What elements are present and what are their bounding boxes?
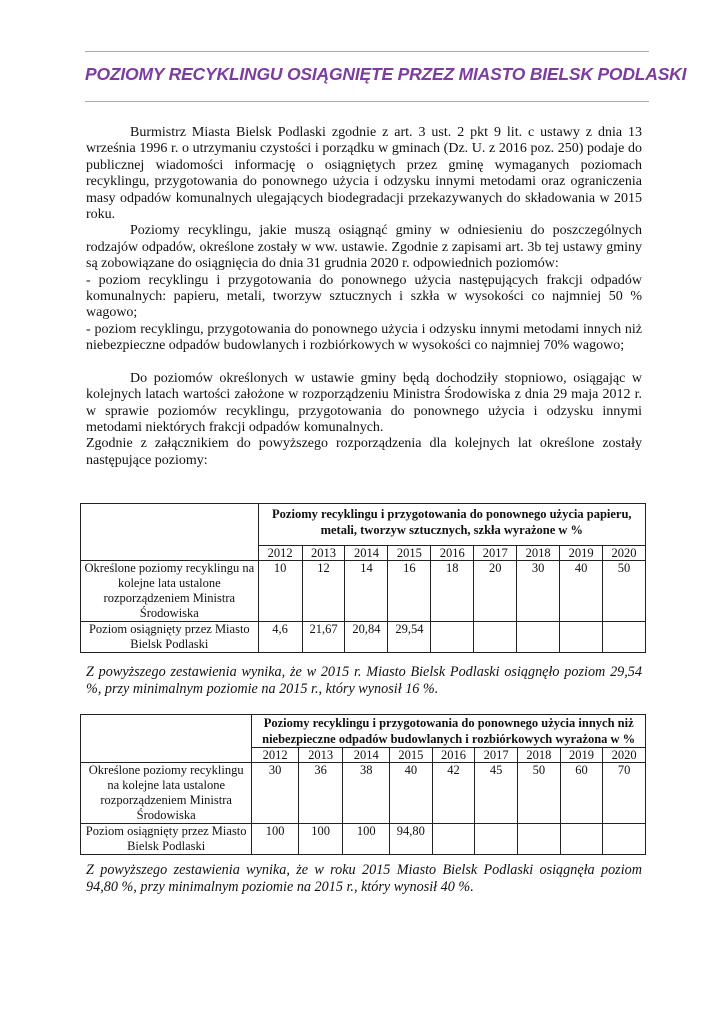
value-cell: 14 (345, 561, 388, 622)
year-cell: 2014 (345, 546, 388, 561)
paragraph-annex: Zgodnie z załącznikiem do powyższego rozporządzenia dla kolejnych lat określone zostały następujące poziomy: (86, 436, 642, 468)
value-cell: 100 (343, 824, 390, 855)
value-cell: 60 (560, 763, 603, 824)
year-cell: 2015 (388, 546, 431, 561)
paragraph-gradual: Do poziomów określonych w ustawie gminy będą dochodziły stopniowo, osiągając w kolejnych latach wartości założone w rozporządzeniu Ministra Środowiska z dnia 29 maja 2012 r. w sprawie poziomów recyklingu, przygotowania do ponownego użycia i odzysku innymi metodami niektórych frakcji odpadów komunalnych. (86, 370, 642, 435)
table-header: Poziomy recyklingu i przygotowania do ponownego użycia innych niż niebezpieczne odpadów budowlanych i rozbiórkowych wyrażona w % (252, 715, 646, 748)
value-cell (560, 622, 603, 653)
value-cell: 38 (343, 763, 390, 824)
table-header: Poziomy recyklingu i przygotowania do ponownego użycia papieru, metali, tworzyw sztucznych, szkła wyrażone w % (258, 504, 645, 546)
summary-table-2: Z powyższego zestawienia wynika, że w roku 2015 Miasto Bielsk Podlaski osiągnęła poziom 94,80 %, przy minimalnym poziomie na 2015 r., który wynosił 40 %. (86, 862, 642, 895)
year-cell: 2017 (475, 748, 518, 763)
title-rule-top (85, 51, 649, 52)
year-cell: 2020 (603, 546, 646, 561)
page-title: POZIOMY RECYKLINGU OSIĄGNIĘTE PRZEZ MIASTO BIELSK PODLASKI (85, 64, 687, 84)
paragraph-bullet-2: - poziom recyklingu, przygotowania do ponownego użycia i odzysku innymi metodami innych niż niebezpieczne odpadów budowlanych i rozbiórkowych w wysokości co najmniej 70% wagowo; (86, 321, 642, 354)
value-cell (560, 824, 603, 855)
value-cell: 16 (388, 561, 431, 622)
title-rule-bottom (85, 101, 649, 102)
value-cell: 100 (252, 824, 299, 855)
value-cell (475, 824, 518, 855)
value-cell: 21,67 (302, 622, 345, 653)
year-cell: 2017 (474, 546, 517, 561)
year-cell: 2012 (252, 748, 299, 763)
value-cell: 70 (603, 763, 646, 824)
year-cell: 2013 (298, 748, 343, 763)
value-cell: 40 (390, 763, 433, 824)
paragraph-intro: Burmistrz Miasta Bielsk Podlaski zgodnie z art. 3 ust. 2 pkt 9 lit. c ustawy z dnia 13 września 1996 r. o utrzymaniu czystości i porządku w gminach (Dz. U. z 2016 poz. 250) podaje do publicznej wiadomości informację o osiągniętych przez gminę wymaganych poziomach recyklingu, przygotowania do ponownego użycia i odzysku innymi metodami oraz ograniczenia masy odpadów komunalnych ulegających biodegradacji przekazywanych do składowania w 2015 roku. (86, 125, 642, 223)
table-corner-cell (81, 715, 252, 763)
year-cell: 2018 (518, 748, 561, 763)
value-cell: 94,80 (390, 824, 433, 855)
value-cell: 100 (298, 824, 343, 855)
value-cell: 30 (517, 561, 560, 622)
value-cell: 12 (302, 561, 345, 622)
value-cell: 20,84 (345, 622, 388, 653)
value-cell (474, 622, 517, 653)
value-cell (603, 824, 646, 855)
paragraph-levels: Poziomy recyklingu, jakie muszą osiągnąć gminy w odniesieniu do poszczególnych rodzajów odpadów, określone zostały w ww. ustawie. Zgodnie z zapisami art. 3b tej ustawy gminy są zobowiązane do osiągnięcia do dnia 31 grudnia 2020 r. odpowiednich poziomów: (86, 223, 642, 272)
table-construction-waste (80, 714, 646, 855)
value-cell: 20 (474, 561, 517, 622)
year-cell: 2019 (560, 546, 603, 561)
row-label-achieved: Poziom osiągnięty przez Miasto Bielsk Podlaski (81, 824, 252, 855)
value-cell: 45 (475, 763, 518, 824)
row-label-achieved: Poziom osiągnięty przez Miasto Bielsk Podlaski (81, 622, 259, 653)
year-cell: 2015 (390, 748, 433, 763)
row-label-required: Określone poziomy recyklingu na kolejne lata ustalone rozporządzeniem Ministra Środowiska (81, 763, 252, 824)
paragraph-bullet-1: - poziom recyklingu i przygotowania do ponownego użycia następujących frakcji odpadów komunalnych: papieru, metali, tworzyw sztucznych i szkła w wysokości co najmniej 50 % wagowo; (86, 272, 642, 321)
value-cell (432, 824, 475, 855)
year-cell: 2014 (343, 748, 390, 763)
value-cell: 29,54 (388, 622, 431, 653)
value-cell (431, 622, 474, 653)
value-cell: 50 (603, 561, 646, 622)
value-cell (603, 622, 646, 653)
value-cell: 40 (560, 561, 603, 622)
value-cell (517, 622, 560, 653)
summary-table-1: Z powyższego zestawienia wynika, że w 2015 r. Miasto Bielsk Podlaski osiągnęło poziom 29,54 %, przy minimalnym poziomie na 2015 r., który wynosił 16 %. (86, 664, 642, 697)
value-cell: 36 (298, 763, 343, 824)
table-paper-metals-plastic-glass (80, 503, 646, 653)
year-cell: 2019 (560, 748, 603, 763)
year-cell: 2018 (517, 546, 560, 561)
body-text (86, 125, 642, 469)
value-cell: 50 (518, 763, 561, 824)
year-cell: 2020 (603, 748, 646, 763)
value-cell (518, 824, 561, 855)
value-cell: 42 (432, 763, 475, 824)
table-corner-cell (81, 504, 259, 561)
value-cell: 30 (252, 763, 299, 824)
row-label-required: Określone poziomy recyklingu na kolejne lata ustalone rozporządzeniem Ministra Środowiska (81, 561, 259, 622)
value-cell: 4,6 (258, 622, 302, 653)
year-cell: 2016 (431, 546, 474, 561)
value-cell: 18 (431, 561, 474, 622)
year-cell: 2012 (258, 546, 302, 561)
value-cell: 10 (258, 561, 302, 622)
year-cell: 2016 (432, 748, 475, 763)
year-cell: 2013 (302, 546, 345, 561)
